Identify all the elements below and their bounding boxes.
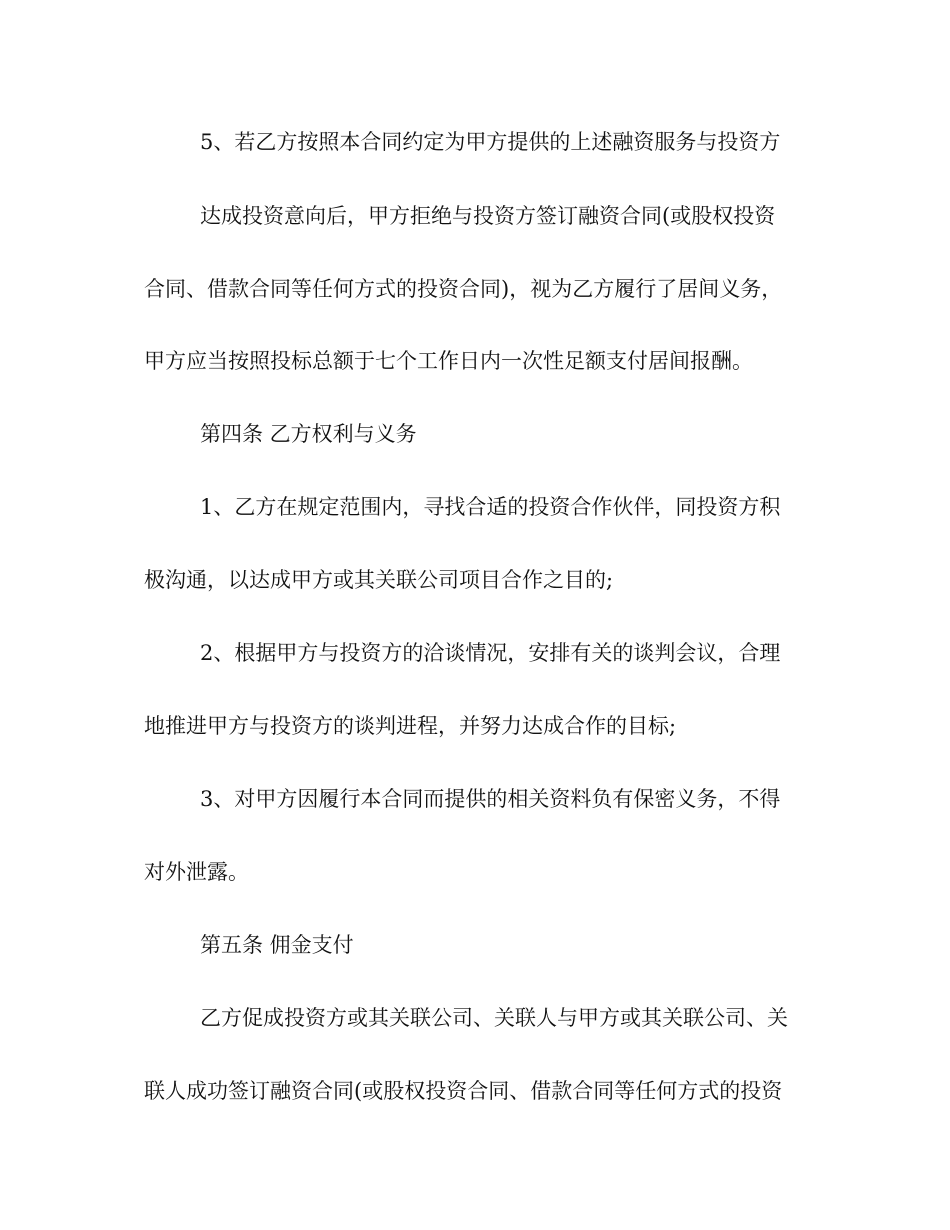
paragraph-line: 地推进甲方与投资方的谈判进程，并努力达成合作的目标; [144, 714, 677, 738]
paragraph-line-item-3-start: 3、对甲方因履行本合同而提供的相关资料负有保密义务，不得 [200, 787, 781, 811]
paragraph-line: 甲方应当按照投标总额于七个工作日内一次性足额支付居间报酬。 [144, 349, 753, 373]
paragraph-line: 联人成功签订融资合同(或股权投资合同、借款合同等任何方式的投资 [144, 1079, 783, 1103]
paragraph-line-clause-5-start: 5、若乙方按照本合同约定为甲方提供的上述融资服务与投资方 [200, 130, 781, 154]
paragraph-line: 对外泄露。 [144, 860, 249, 884]
paragraph-line-item-2-start: 2、根据甲方与投资方的洽谈情况，安排有关的谈判会议，合理 [200, 641, 781, 665]
section-heading-article-5: 第五条 佣金支付 [200, 933, 354, 957]
paragraph-line: 极沟通，以达成甲方或其关联公司项目合作之目的; [144, 568, 614, 592]
paragraph-line: 达成投资意向后，甲方拒绝与投资方签订融资合同(或股权投资 [200, 204, 776, 228]
section-heading-article-4: 第四条 乙方权利与义务 [200, 422, 417, 446]
paragraph-line-item-1-start: 1、乙方在规定范围内，寻找合适的投资合作伙伴，同投资方积 [200, 495, 781, 519]
paragraph-line-commission-start: 乙方促成投资方或其关联公司、关联人与甲方或其关联公司、关 [200, 1006, 788, 1030]
paragraph-line: 合同、借款合同等任何方式的投资合同)，视为乙方履行了居间义务， [144, 277, 783, 301]
